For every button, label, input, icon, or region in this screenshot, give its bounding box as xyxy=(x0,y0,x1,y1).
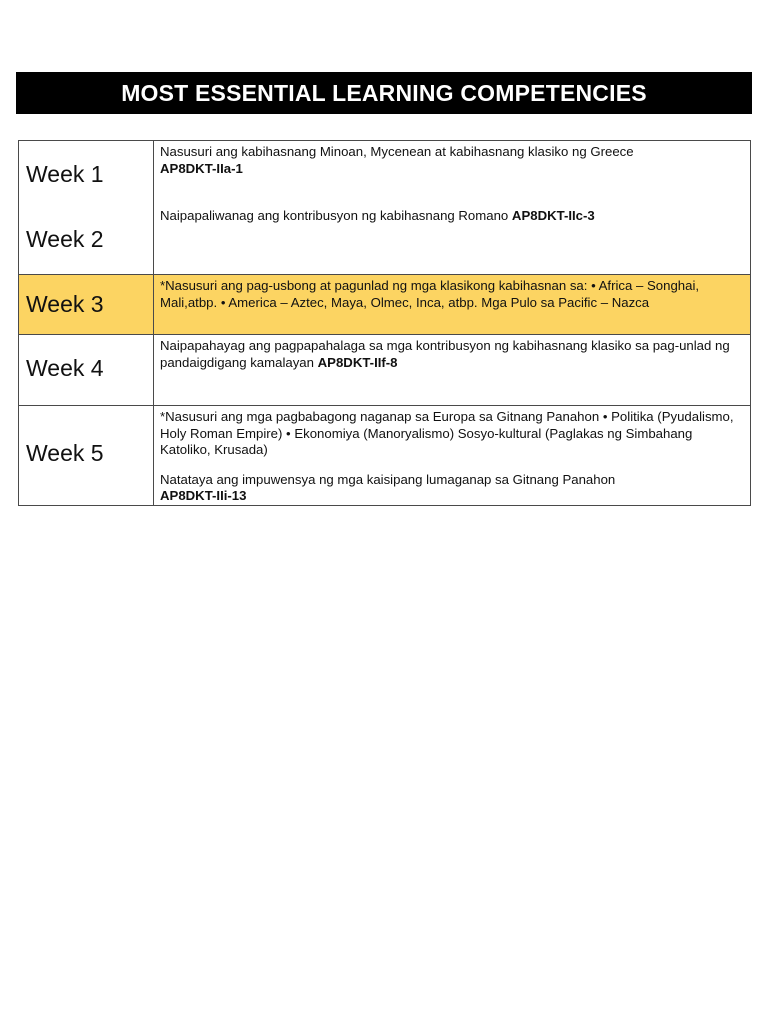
competency-cell xyxy=(154,203,751,275)
competencies-table xyxy=(18,140,751,506)
week-cell xyxy=(19,275,154,335)
competency-cell xyxy=(154,275,751,335)
competency-text: *Nasusuri ang pag-usbong at pagunlad ng mga klasikong kabihasnan sa: • Africa – Songhai, Mali,atbp. • America – Aztec, Maya, Olmec, Inca, atbp. Mga Pulo sa Pacific – Nazca xyxy=(160,278,700,310)
competency-cell xyxy=(154,406,751,506)
table-row-week-1 xyxy=(19,141,751,203)
competency-code: AP8DKT-IIi-13 xyxy=(160,488,247,503)
table-row-week-3 xyxy=(19,275,751,335)
competency-cell xyxy=(154,141,751,203)
competency-text: Nasusuri ang kabihasnang Minoan, Mycenean at kabihasnang klasiko ng Greece xyxy=(160,144,634,159)
week-label: Week 3 xyxy=(26,291,104,317)
week-label: Week 5 xyxy=(26,440,104,466)
competency-code: AP8DKT-IIa-1 xyxy=(160,160,243,176)
competency-text: *Nasusuri ang mga pagbabagong naganap sa Europa sa Gitnang Panahon • Politika (Pyudalismo, Holy Roman Empire) • Ekonomiya (Manoryalismo) Sosyo-kultural (Paglakas ng Simbahang Katoliko, Krusada) xyxy=(160,409,734,457)
table-row-week-4 xyxy=(19,335,751,406)
competency-text: Naipapaliwanag ang kontribusyon ng kabihasnang Romano xyxy=(160,207,509,223)
competency-code: AP8DKT-IIc-3 xyxy=(511,207,595,223)
page-title: MOST ESSENTIAL LEARNING COMPETENCIES xyxy=(121,79,647,106)
competency-code: AP8DKT-IIf-8 xyxy=(317,354,398,370)
week-cell xyxy=(19,406,154,506)
week-label: Week 1 xyxy=(26,161,104,187)
week-label: Week 2 xyxy=(26,225,104,252)
competency-cell xyxy=(154,335,751,406)
table-row-week-5 xyxy=(19,406,751,506)
week-cell xyxy=(19,335,154,406)
spacer xyxy=(160,459,744,472)
week-cell xyxy=(19,203,154,275)
title-banner xyxy=(16,72,752,114)
week-cell xyxy=(19,141,154,203)
competency-text-2: Natataya ang impuwensya ng mga kaisipang lumaganap sa Gitnang Panahon xyxy=(160,471,616,487)
competency-text: Naipapahayag ang pagpapahalaga sa mga kontribusyon ng kabihasnang klasiko sa pag-unlad ng pandaigdigang kamalayan xyxy=(160,338,730,370)
week-label: Week 4 xyxy=(26,355,104,381)
table-row-week-2 xyxy=(19,203,751,275)
